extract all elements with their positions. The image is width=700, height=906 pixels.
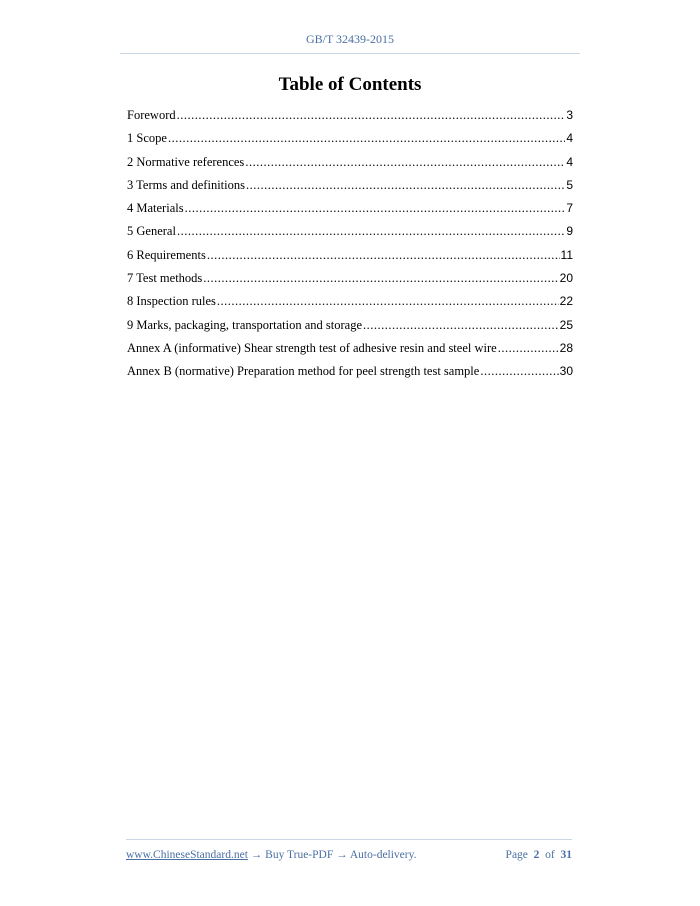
toc-leader-dots (177, 108, 566, 123)
toc-leader-dots (363, 318, 559, 333)
toc-entry-label: Foreword (127, 108, 176, 122)
toc-entry-label: 5 General (127, 224, 176, 239)
toc-entry-page: 4 (566, 131, 573, 146)
footer-promo (126, 849, 417, 861)
toc-entry-page: 11 (560, 247, 573, 262)
toc-entry[interactable] (127, 178, 573, 201)
toc-leader-dots (245, 155, 565, 170)
toc-entry[interactable] (127, 341, 573, 364)
toc-leader-dots (203, 271, 558, 286)
arrow-right-icon: → (336, 849, 348, 861)
footer-divider (126, 839, 572, 840)
page-number (506, 849, 572, 861)
toc-entry-page: 5 (566, 177, 573, 192)
toc-leader-dots (217, 294, 559, 309)
toc-entry-label: 7 Test methods (127, 271, 203, 286)
toc-entry-page: 9 (566, 224, 573, 239)
total-pages: 31 (560, 849, 572, 861)
toc-list (127, 108, 573, 388)
toc-entry-label: 4 Materials (127, 201, 184, 216)
toc-entry[interactable] (127, 294, 573, 317)
arrow-right-icon: → (250, 849, 263, 861)
toc-entry[interactable] (127, 155, 573, 178)
toc-entry-page: 30 (559, 364, 573, 379)
toc-entry-page: 7 (566, 201, 573, 216)
toc-entry-page: 20 (559, 271, 573, 286)
toc-entry-page: 25 (559, 317, 573, 332)
toc-entry-label: 8 Inspection rules (127, 294, 216, 309)
toc-entry-page: 4 (566, 154, 573, 169)
toc-entry-page: 28 (559, 340, 573, 355)
toc-leader-dots (207, 248, 560, 263)
toc-entry-label: Annex B (normative) Preparation method for peel strength test sample (127, 364, 480, 379)
current-page: 2 (533, 849, 540, 861)
toc-entry[interactable] (127, 318, 573, 341)
of-word: of (545, 849, 555, 861)
toc-entry-label: 2 Normative references (127, 154, 245, 169)
page-header: GB/T 32439-2015 (305, 32, 395, 46)
toc-entry[interactable] (127, 364, 573, 387)
toc-entry[interactable] (127, 224, 573, 247)
toc-entry[interactable] (127, 271, 573, 294)
auto-delivery-text: Auto-delivery. (349, 849, 417, 861)
toc-entry[interactable] (127, 131, 573, 154)
toc-leader-dots (185, 201, 566, 216)
toc-leader-dots (177, 224, 565, 239)
toc-leader-dots (498, 341, 559, 356)
header-divider (120, 53, 580, 54)
toc-entry[interactable] (127, 248, 573, 271)
toc-entry-label: Annex A (informative) Shear strength test of adhesive resin and steel wire (127, 340, 497, 355)
toc-leader-dots (480, 364, 558, 379)
chinesestandard-link[interactable]: www.ChineseStandard.net (126, 849, 248, 861)
toc-leader-dots (246, 178, 565, 193)
toc-entry-label: 6 Requirements (127, 247, 206, 262)
buy-true-pdf-text: Buy True-PDF (265, 849, 334, 861)
toc-entry-label: 1 Scope (127, 131, 167, 146)
page-word: Page (505, 849, 528, 861)
toc-title: Table of Contents (278, 74, 422, 95)
toc-entry[interactable] (127, 108, 573, 131)
toc-entry-label: 9 Marks, packaging, transportation and storage (127, 317, 363, 332)
toc-entry-page: 22 (559, 294, 573, 309)
toc-entry[interactable] (127, 201, 573, 224)
toc-leader-dots (168, 131, 565, 146)
toc-entry-page: 3 (566, 108, 573, 122)
toc-entry-label: 3 Terms and definitions (127, 177, 245, 192)
